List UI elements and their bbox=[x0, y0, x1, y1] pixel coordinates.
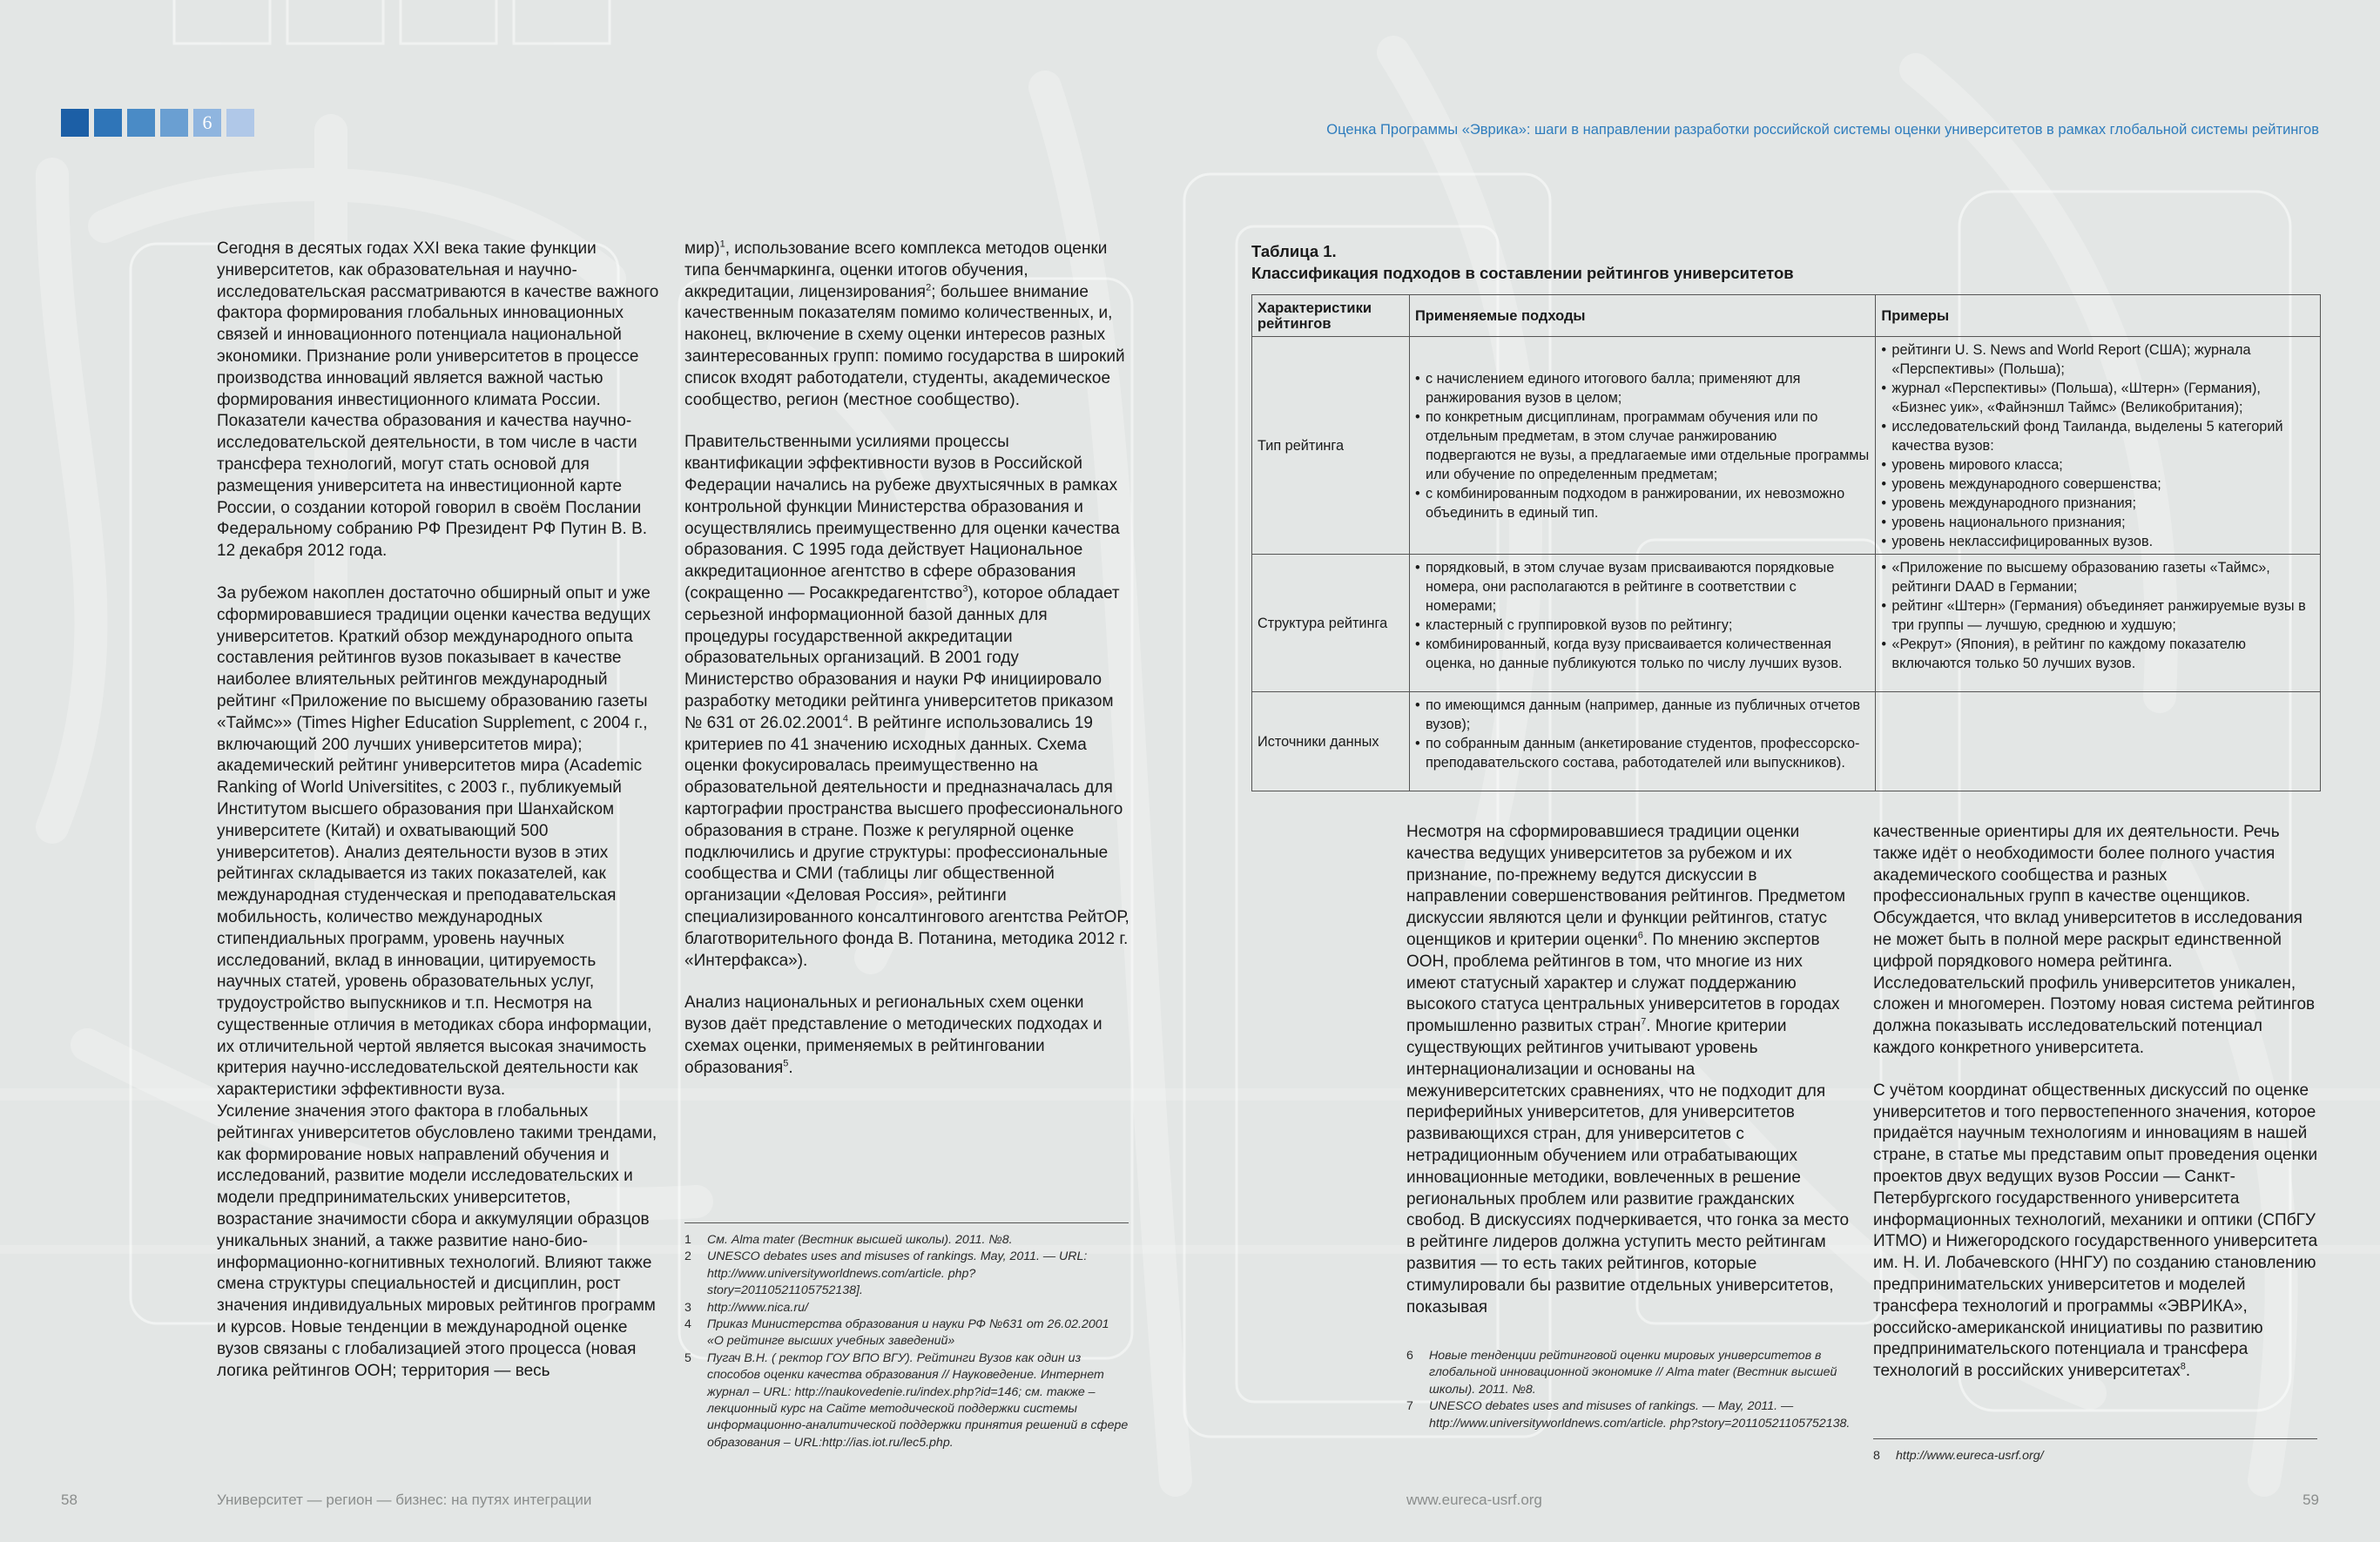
section-indicator bbox=[61, 109, 254, 137]
page-number-left: 58 bbox=[61, 1491, 78, 1508]
paragraph: Несмотря на сформировавшиеся традиции оценки качества ведущих университетов за рубежом и их признание, по-прежнему ведутся дискуссии в направлении совершенствования рейтингов. Предметом дискуссии являются цели и функции рейтингов, статус оценщиков и критерии оценки$^6$. По мнению экспертов ООН, проблема рейтингов в том, что многие из них имеют статусный характер и служат поддержанию высокого статуса центральных университетов в городах промышленно развитых стран$^7$. Многие критерии существующих рейтингов учитывают уровень интернационализации и основаны на межуниверситетских сравнениях, что не подходит для периферийных университетов, для университетов развивающихся стран, для университетов с нетрадиционным обучением или отрабатывающих инновационные методики, вовлеченных в решение региональных проблем или развитие гражданских свобод. В дискуссиях подчеркивается, что гонка за место в рейтинге лидеров должна уступить место рейтингам развития — то есть таких рейтингов, которые стимулировали бы развитие отдельных университетов, показывая bbox=[1406, 823, 1850, 1316]
list-item: • кластерный с группировкой вузов по рейтингу; bbox=[1415, 616, 1870, 635]
list-item: • уровень международного совершенства; bbox=[1881, 475, 2315, 494]
list-item: • с комбинированным подходом в ранжировании, их невозможно объединить в единый тип. bbox=[1415, 484, 1870, 522]
footnote: 5 Пугач В.Н. ( ректор ГОУ ВПО ВГУ). Рейтинги Вузов как один из способов оценки качества образования // Науковедение. Интернет журнал – URL: http://naukovedenie.ru/index.php?id=146; см. также – лекционный курс на Сайте методической поддержки системы информационно-аналитической поддержки принятия решений в сфере образования – URL:http://ias.iot.ru/lec5.php. bbox=[684, 1350, 1129, 1450]
list-item: • по конкретным дисциплинам, программам обучения или по отдельным предметам, в этом случае ранжированию подвергаются не вузы, а предлагаемые ими отдельные программы или обучение по определенным предметам; bbox=[1415, 407, 1870, 484]
paragraph: За рубежом накоплен достаточно обширный опыт и уже сформировавшиеся традиции оценки качества ведущих университетов. Краткий обзор международного опыта составления рейтингов вузов показывает в качестве наиболее влиятельных рейтингов международный рейтинг «Приложение по высшему образованию газеты «Таймс»» (Times Higher Education Supplement, с 2004 г., включающий 200 лучших университетов мира); академический рейтинг университетов мира (Academic Ranking of World Universitites, с 2003 г., публикуемый Институтом высшего образования при Шанхайском университете (Китай) и охватывающий 500 университетов). Анализ деятельности вузов в этих рейтингах складывается из таких показателей, как международная студенческая и преподавательская мобильность, количество международных стипендиальных программ, уровень научных исследований, вклад в инновации, цитируемость научных статей, уровень образовательных услуг, трудоустройство выпускников и т.п. Несмотря на существенные отличия в методиках сбора информации, их отличительной чертой является высокая значимость критерия научно-исследовательской деятельности как характеристики эффективности вуза. bbox=[217, 583, 652, 1100]
table-row bbox=[1252, 692, 2321, 791]
footnote-rule bbox=[1873, 1438, 2317, 1439]
left-column-1 bbox=[217, 239, 663, 1403]
approaches-cell bbox=[1409, 337, 1875, 555]
table-header-row bbox=[1252, 295, 2321, 337]
paragraph: С учётом координат общественных дискуссий по оценке университетов и того первостепенного значения, которое придаётся научным технологиям и инновациям в нашей стране, в статье мы представим опыт проведения оценки проектов двух ведущих вузов России — Санкт-Петербургского государственного университета информационных технологий, механики и оптики (СПбГУ ИТМО) и Нижегородского государственного университета им. Н. И. Лобачевского (ННГУ) по созданию становлению предпринимательских университетов и моделей трансфера технологий и программы «ЭВРИКА», российско-американской инициативы по развитию предпринимательского потенциала и трансфера технологий в российских университетах$^8$. bbox=[1873, 1081, 2318, 1381]
table-title: Классификация подходов в составлении рейтингов университетов bbox=[1251, 264, 1794, 282]
section-number: 6 bbox=[202, 111, 212, 133]
table-header-cell: Примеры bbox=[1876, 295, 2321, 337]
footer-title: Университет — регион — бизнес: на путях интеграции bbox=[217, 1491, 592, 1508]
paragraph: Сегодня в десятых годах XXI века такие функции университетов, как образовательная и научно-исследовательская рассматриваются в качестве важного фактора формирования глобальных инновационных связей и инновационного потенциала национальной экономики. Признание роли университетов в процессе производства инноваций является важной частью формирования инвестиционного климата России. Показатели качества образования и качества научно-исследовательской деятельности, в том числе в части трансфера технологий, могут стать основой для размещения университета на инвестиционной карте России, о создании которой говорил в своём Послании Федеральному собранию РФ Президент РФ Путин В. В. 12 декабря 2012 года. bbox=[217, 239, 659, 561]
list-item: • журнал «Перспективы» (Польша), «Штерн» (Германия), «Бизнес уик», «Файнэншл Таймс» (Великобритания); bbox=[1881, 379, 2315, 417]
indicator-square bbox=[160, 109, 188, 137]
classification-table bbox=[1251, 294, 2321, 791]
row-label: Тип рейтинга bbox=[1252, 337, 1410, 555]
list-item: • «Рекрут» (Япония), в рейтинг по каждому показателю включаются только 50 лучших вузов. bbox=[1881, 635, 2315, 673]
list-item: • рейтинг «Штерн» (Германия) объединяет ранжируемые вузы в три группы — лучшую, среднюю и худшую; bbox=[1881, 596, 2315, 635]
list-item: • уровень национального признания; bbox=[1881, 513, 2315, 532]
table-header-cell: Характеристики рейтингов bbox=[1252, 295, 1410, 337]
list-item: • уровень неклассифицированных вузов. bbox=[1881, 532, 2315, 551]
list-item: • комбинированный, когда вузу присваивается количественная оценка, но данные публикуются только по числу лучших вузов. bbox=[1415, 635, 1870, 673]
indicator-square-current bbox=[193, 109, 221, 137]
row-label: Источники данных bbox=[1252, 692, 1410, 791]
list-item: • с начислением единого итогового балла; применяют для ранжирования вузов в целом; bbox=[1415, 369, 1870, 407]
footnote: 2 UNESCO debates uses and misuses of rankings. May, 2011. — URL: http://www.universityworldnews.com/article. php?story=20110521105752138]. bbox=[684, 1249, 1088, 1298]
footnote: 1 См. Alma mater (Вестник высшей школы). 2011. №8. bbox=[684, 1233, 1013, 1247]
list-item: • уровень мирового класса; bbox=[1881, 455, 2315, 475]
list-item: • по имеющимся данным (например, данные из публичных отчетов вузов); bbox=[1415, 696, 1870, 734]
running-head: Оценка Программы «Эврика»: шаги в направлении разработки российской системы оценки университетов в рамках глобальной системы рейтингов bbox=[1326, 122, 2319, 138]
examples-cell-empty bbox=[1876, 692, 2321, 791]
right-column-2 bbox=[1873, 822, 2319, 1404]
footnote: 7 UNESCO debates uses and misuses of rankings. — May, 2011. —http://www.universityworldnews.com/article. php?story=20110521105752138. bbox=[1406, 1399, 1851, 1431]
paragraph: качественные ориентиры для их деятельности. Речь также идёт о необходимости более полного участия академического сообщества и разных профессиональных групп в качестве оценщиков. Обсуждается, что вклад университетов в исследования не может быть в полной мере раскрыт единственной цифрой порядкового номера рейтинга. Исследовательский профиль университетов уникален, сложен и многомерен. Поэтому новая система рейтингов должна показывать исследовательский потенциал каждого конкретного университета. bbox=[1873, 823, 2316, 1057]
footnote: 4 Приказ Министерства образования и науки РФ №631 от 26.02.2001 «О рейтинге высших учебных заведений» bbox=[684, 1317, 1109, 1349]
indicator-square bbox=[61, 109, 89, 137]
left-column-2 bbox=[684, 239, 1130, 1100]
paragraph: мир)$^1$, использование всего комплекса методов оценки типа бенчмаркинга, оценки итогов обучения, аккредитации, лицензирования$^2$; большее внимание качественным показателям помимо количественных, и, наконец, включение в схему оценки интересов разных заинтересованных групп: помимо государства в широкий список входят работодатели, студенты, академическое сообщество, регион (местное сообщество). bbox=[684, 239, 1125, 409]
paragraph: Анализ национальных и региональных схем оценки вузов даёт представление о методических подходах и схемах оценки, применяемых в рейтинговании образования$^5$. bbox=[684, 993, 1102, 1077]
list-item: • исследовательский фонд Таиланда, выделены 5 категорий качества вузов: bbox=[1881, 417, 2315, 455]
page-number-right: 59 bbox=[2302, 1491, 2319, 1508]
footnote: 8 http://www.eureca-usrf.org/ bbox=[1873, 1449, 2044, 1463]
approaches-cell bbox=[1409, 555, 1875, 692]
right-column-1 bbox=[1406, 822, 1852, 1339]
list-item: • порядковый, в этом случае вузам присваиваются порядковые номера, они располагаются в рейтинге в соответствии с номерами; bbox=[1415, 558, 1870, 616]
list-item: • рейтинги U. S. News and World Report (США); журнала «Перспективы» (Польша); bbox=[1881, 340, 2315, 379]
footnote: 6 Новые тенденции рейтинговой оценки мировых университетов в глобальной инновационной экономике // Alma mater (Вестник высшей школы). 2011. №8. bbox=[1406, 1349, 1837, 1397]
footnote-rule bbox=[684, 1222, 1129, 1223]
paragraph: Усиление значения этого фактора в глобальных рейтингах университетов обусловлено такими трендами, как формирование новых направлений обучения и исследований, развитие модели исследовательских и модели предпринимательских университетов, возрастание значимости сбора и аккумуляции образцов уникальных знаний, а также развитие нано-био-информационно-когнитивных технологий. Влияют также смена структуры специальностей и дисциплин, рост значения индивидуальных мировых рейтингов программ и курсов. Новые тенденции в международной оценке вузов связаны с глобализацией этого процесса (новая логика рейтингов ООН; территория — весь bbox=[217, 1102, 657, 1380]
footnotes-right-a bbox=[1406, 1348, 1851, 1432]
paragraph: Правительственными усилиями процессы квантификации эффективности вузов в Российской Федерации начались на рубеже двухтысячных в рамках контрольной функции Министерства образования и осуществлялись преимущественно для оценки качества образования. С 1995 года действует Национальное аккредитационное агентство в сфере образования (сокращенно — Росаккредагентство$^3$), которое обладает серьезной информационной базой данных для процедуры государственной аккредитации образовательных организаций. В 2001 году Министерство образования и науки РФ инициировало разработку методики рейтинга университетов приказом № 631 от 26.02.2001$^4$. В рейтинге использовались 19 критериев по 41 значению исходных данных. Схема оценки фокусировалась преимущественно на образовательной деятельности и предназначалась для картографии пространства высшего профессионального образования в стране. Позже к регулярной оценке подключились и другие структуры: профессиональные сообщества и СМИ (таблицы лиг общественной организации «Деловая Россия», рейтинги специализированного консалтингового агентства РейтОР, благотворительного фонда В. Потанина, методика 2012 г. «Интерфакса»). bbox=[684, 433, 1129, 970]
footer-url: www.eureca-usrf.org bbox=[1406, 1491, 1542, 1508]
examples-cell bbox=[1876, 337, 2321, 555]
examples-cell bbox=[1876, 555, 2321, 692]
list-item: • уровень международного признания; bbox=[1881, 494, 2315, 513]
table-row bbox=[1252, 337, 2321, 555]
footnotes-left bbox=[684, 1222, 1129, 1451]
table-number: Таблица 1. bbox=[1251, 242, 1337, 260]
list-item: • по собранным данным (анкетирование студентов, профессорско-преподавательского состава, работодателей или выпускников). bbox=[1415, 734, 1870, 772]
table-caption bbox=[1251, 240, 1794, 284]
indicator-square bbox=[226, 109, 254, 137]
list-item: • «Приложение по высшему образованию газеты «Таймс», рейтинги DAAD в Германии; bbox=[1881, 558, 2315, 596]
table-header-cell: Применяемые подходы bbox=[1409, 295, 1875, 337]
footnotes-right-b bbox=[1873, 1438, 2317, 1465]
table-row bbox=[1252, 555, 2321, 692]
indicator-square bbox=[94, 109, 122, 137]
indicator-square bbox=[127, 109, 155, 137]
approaches-cell bbox=[1409, 692, 1875, 791]
row-label: Структура рейтинга bbox=[1252, 555, 1410, 692]
footnote: 3 http://www.nica.ru/ bbox=[684, 1300, 808, 1315]
